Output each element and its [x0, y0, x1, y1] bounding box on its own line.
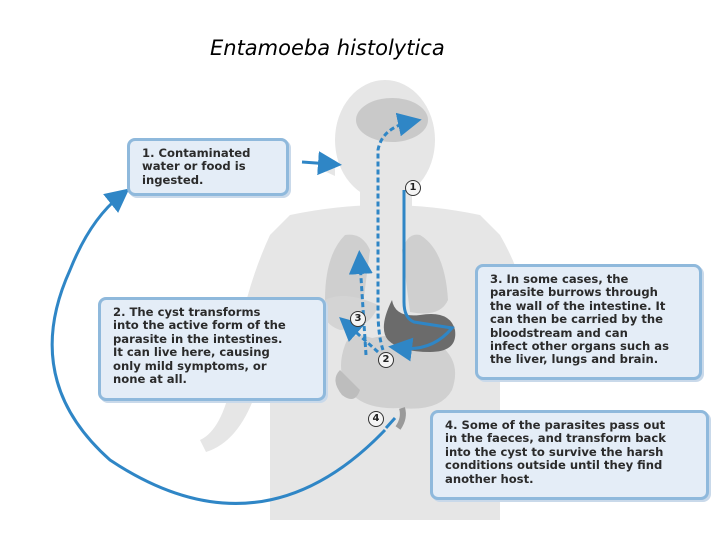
- step-3-line: can then be carried by the: [490, 312, 663, 327]
- step1-to-mouth-arrow: [302, 162, 330, 164]
- step-4-line: in the faeces, and transform back: [445, 431, 666, 446]
- step-marker-2: 2: [378, 352, 394, 368]
- step-2-line: only mild symptoms, or: [113, 358, 267, 373]
- step-marker-3: 3: [350, 311, 366, 327]
- step-1-line: 1. Contaminated: [142, 146, 251, 160]
- step-3-line: parasite burrows through: [490, 285, 658, 300]
- step-2-line: into the active form of the: [113, 318, 286, 333]
- step-2-line: none at all.: [113, 372, 187, 387]
- step-2-box: [98, 297, 326, 401]
- step-3-line: 3. In some cases, the: [490, 272, 629, 286]
- step-3-line: infect other organs such as: [490, 339, 670, 354]
- step-1-box: [127, 138, 289, 196]
- step-1-line: water or food is: [142, 159, 246, 174]
- step-4-line: another host.: [445, 471, 534, 486]
- step-4-line: into the cyst to survive the harsh: [445, 444, 664, 459]
- step-2-line: parasite in the intestines.: [113, 331, 283, 346]
- step-4-line: 4. Some of the parasites pass out: [445, 418, 666, 432]
- step-3-line: the wall of the intestine. It: [490, 298, 666, 313]
- step-1-line: ingested.: [142, 172, 204, 187]
- brain: [356, 98, 428, 142]
- step-3-line: the liver, lungs and brain.: [490, 352, 659, 367]
- step-4-line: conditions outside until they find: [445, 458, 663, 473]
- step-3-box: [475, 264, 702, 380]
- page-title: Entamoeba histolytica: [210, 36, 445, 60]
- step-marker-1: 1: [405, 180, 421, 196]
- step-2-line: 2. The cyst transforms: [113, 305, 261, 319]
- step-3-line: bloodstream and can: [490, 325, 628, 340]
- step-marker-4: 4: [368, 411, 384, 427]
- step-2-line: It can live here, causing: [113, 345, 270, 360]
- step-4-box: [430, 410, 709, 500]
